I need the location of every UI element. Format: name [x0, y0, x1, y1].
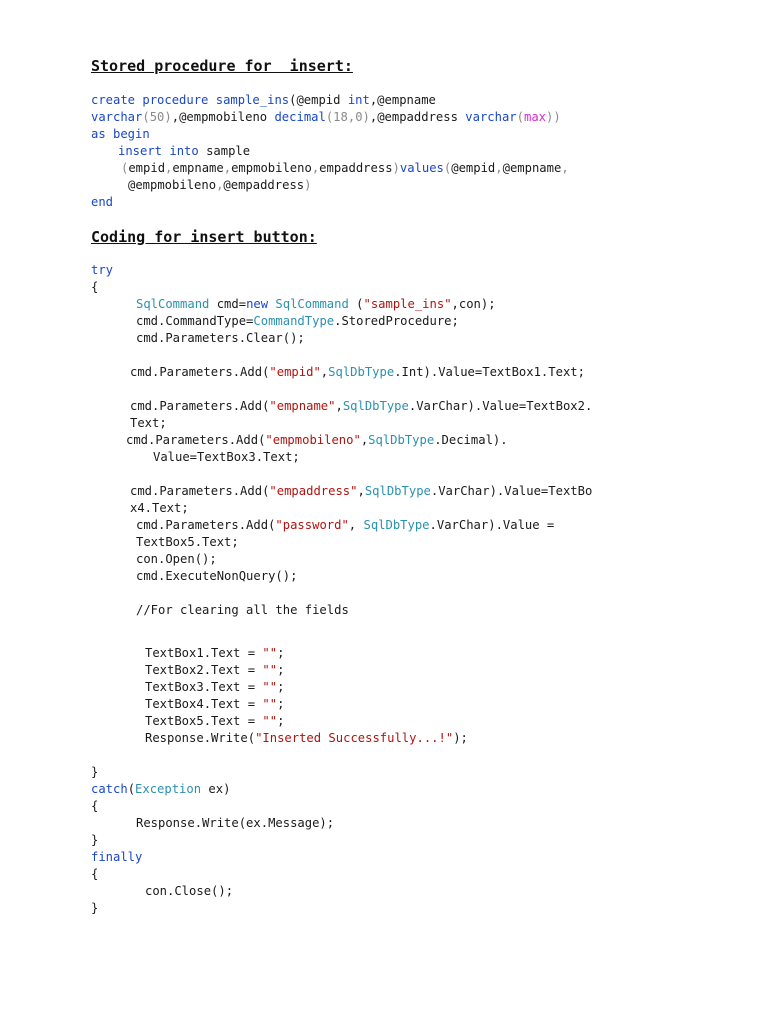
code-token: (50) — [142, 110, 172, 124]
button-code-line — [91, 832, 98, 849]
code-token: SqlCommand — [275, 297, 349, 311]
code-token: SqlDbType — [368, 433, 435, 447]
code-token: .Int).Value=TextBox1.Text; — [394, 365, 585, 379]
code-token: } — [91, 901, 99, 915]
button-code-line — [130, 398, 592, 415]
code-token: { — [91, 280, 99, 294]
code-token: ; — [277, 680, 285, 694]
code-token: , — [495, 161, 503, 175]
code-token: ( — [516, 110, 524, 124]
button-code-line — [136, 602, 349, 619]
code-token: @empaddress — [223, 178, 305, 192]
button-code-line — [136, 517, 554, 534]
button-code-line — [91, 781, 230, 798]
code-token: .VarChar).Value = — [429, 518, 555, 532]
procedure-code-line — [91, 194, 113, 211]
code-token: TextBox4.Text = — [145, 697, 263, 711]
code-token: SqlDbType — [363, 518, 430, 532]
code-token: ; — [277, 663, 285, 677]
code-token: , — [311, 161, 320, 175]
code-token: } — [91, 765, 99, 779]
code-token: cmd.Parameters.Add( — [130, 365, 270, 379]
code-token: , — [335, 399, 343, 413]
code-token: finally — [91, 850, 143, 864]
code-token: @empname — [502, 161, 562, 175]
section-heading-insert-button: Coding for insert button: — [91, 228, 317, 246]
code-token: ; — [277, 646, 285, 660]
code-token: new — [246, 297, 276, 311]
code-token: empname — [172, 161, 224, 175]
code-token: ,con); — [451, 297, 496, 311]
button-code-line — [130, 364, 585, 381]
code-token: create procedure — [91, 93, 216, 107]
button-code-line — [145, 713, 284, 730]
code-token: ( — [443, 161, 452, 175]
code-token: SqlDbType — [328, 365, 395, 379]
code-token: "" — [262, 663, 278, 677]
code-token: "empid" — [269, 365, 321, 379]
button-code-line — [91, 866, 98, 883]
button-code-line — [130, 483, 592, 500]
button-code-line — [153, 449, 300, 466]
code-token: cmd.Parameters.Add( — [130, 399, 270, 413]
code-token: "password" — [275, 518, 349, 532]
code-token: empaddress — [319, 161, 393, 175]
code-token: cmd.CommandType= — [136, 314, 254, 328]
button-code-line — [91, 279, 98, 296]
code-token: TextBox5.Text = — [145, 714, 263, 728]
code-token: .VarChar).Value=TextBo — [430, 484, 593, 498]
code-token: varchar — [91, 110, 143, 124]
section-heading-stored-procedure: Stored procedure for insert: — [91, 57, 353, 75]
code-token: Response.Write( — [145, 731, 256, 745]
code-token: , — [561, 161, 569, 175]
code-token: TextBox2.Text = — [145, 663, 263, 677]
procedure-code-line — [91, 126, 150, 143]
button-code-line — [136, 534, 239, 551]
code-token: .VarChar).Value=TextBox2. — [408, 399, 593, 413]
code-token: sample — [206, 144, 251, 158]
button-code-line — [136, 330, 305, 347]
code-token: ); — [453, 731, 468, 745]
code-token: } — [91, 833, 99, 847]
code-token: , — [320, 365, 329, 379]
code-token: //For clearing all the fields — [136, 603, 349, 617]
code-token: ( — [348, 297, 364, 311]
code-token: sample_ins — [215, 93, 290, 107]
code-token: (18,0) — [325, 110, 370, 124]
code-token: .Decimal). — [434, 433, 508, 447]
code-token: )) — [546, 110, 561, 124]
code-token: "Inserted Successfully...!" — [255, 731, 454, 745]
code-token: @empmobileno — [128, 178, 217, 192]
code-token: end — [91, 195, 114, 209]
code-token: ) — [392, 161, 400, 175]
button-code-line — [91, 262, 113, 279]
code-token: ,@empname — [369, 93, 436, 107]
code-token: Exception — [135, 782, 202, 796]
code-token: (@empid — [289, 93, 348, 107]
code-token: ,@empaddress — [369, 110, 466, 124]
code-token: varchar — [465, 110, 517, 124]
code-token: .StoredProcedure; — [334, 314, 459, 328]
code-token: ; — [277, 714, 285, 728]
button-code-line — [126, 432, 508, 449]
procedure-code-line — [91, 109, 561, 126]
button-code-line — [91, 849, 142, 866]
code-token: con.Open(); — [136, 552, 217, 566]
code-token: ex) — [201, 782, 231, 796]
code-token: as begin — [91, 127, 150, 141]
code-token: SqlCommand — [136, 297, 210, 311]
code-token: TextBox1.Text = — [145, 646, 263, 660]
code-token: insert into — [118, 144, 207, 158]
code-token: "" — [262, 646, 278, 660]
button-code-line — [145, 645, 284, 662]
procedure-code-line — [91, 92, 436, 109]
button-code-line — [91, 798, 98, 815]
code-token: , — [360, 433, 369, 447]
code-token: "sample_ins" — [363, 297, 452, 311]
button-code-line — [136, 296, 496, 313]
code-token: empid — [128, 161, 166, 175]
code-token: , — [165, 161, 173, 175]
procedure-code-line — [121, 160, 569, 177]
code-token: ) — [304, 178, 312, 192]
button-code-line — [91, 764, 98, 781]
code-token: cmd.Parameters.Add( — [130, 484, 270, 498]
code-token: "" — [262, 697, 278, 711]
procedure-code-line — [118, 143, 250, 160]
code-token: ; — [277, 697, 285, 711]
code-token: try — [91, 263, 114, 277]
button-code-line — [145, 679, 284, 696]
button-code-line — [145, 662, 284, 679]
code-token: @empid — [451, 161, 496, 175]
code-token: cmd.ExecuteNonQuery(); — [136, 569, 298, 583]
button-code-line — [136, 551, 217, 568]
code-token: , — [357, 484, 365, 498]
code-token: max — [523, 110, 546, 124]
code-token: empmobileno — [231, 161, 312, 175]
code-token: CommandType — [253, 314, 335, 328]
code-token: Value=TextBox3.Text; — [153, 450, 300, 464]
code-token: "" — [262, 714, 278, 728]
button-code-line — [136, 815, 334, 832]
button-code-line — [145, 696, 284, 713]
code-token: TextBox3.Text = — [145, 680, 263, 694]
button-code-line — [130, 500, 189, 517]
code-token: "empaddress" — [269, 484, 358, 498]
code-token: "empmobileno" — [265, 433, 361, 447]
button-code-line — [91, 900, 98, 917]
code-token: int — [347, 93, 370, 107]
button-code-line — [145, 883, 233, 900]
code-token: TextBox5.Text; — [136, 535, 239, 549]
button-code-line — [130, 415, 167, 432]
code-token: cmd.Parameters.Add( — [136, 518, 276, 532]
code-token: , — [216, 178, 224, 192]
code-token: cmd= — [209, 297, 247, 311]
code-token: "empname" — [269, 399, 336, 413]
code-token: "" — [262, 680, 278, 694]
code-token: catch — [91, 782, 128, 796]
code-token: { — [91, 799, 99, 813]
code-token: Response.Write(ex.Message); — [136, 816, 335, 830]
code-token: values — [399, 161, 444, 175]
code-token: { — [91, 867, 99, 881]
code-token: , — [348, 518, 364, 532]
code-token: ( — [127, 782, 136, 796]
code-token: ( — [121, 161, 129, 175]
code-token: x4.Text; — [130, 501, 189, 515]
button-code-line — [145, 730, 468, 747]
code-token: , — [223, 161, 232, 175]
code-token: cmd.Parameters.Clear(); — [136, 331, 305, 345]
code-token: cmd.Parameters.Add( — [126, 433, 266, 447]
code-token: SqlDbType — [342, 399, 409, 413]
code-token: SqlDbType — [364, 484, 431, 498]
code-token: decimal — [274, 110, 326, 124]
code-token: con.Close(); — [145, 884, 234, 898]
button-code-line — [136, 568, 297, 585]
button-code-line — [136, 313, 459, 330]
procedure-code-line — [128, 177, 311, 194]
code-token: ,@empmobileno — [171, 110, 275, 124]
code-token: Text; — [130, 416, 167, 430]
